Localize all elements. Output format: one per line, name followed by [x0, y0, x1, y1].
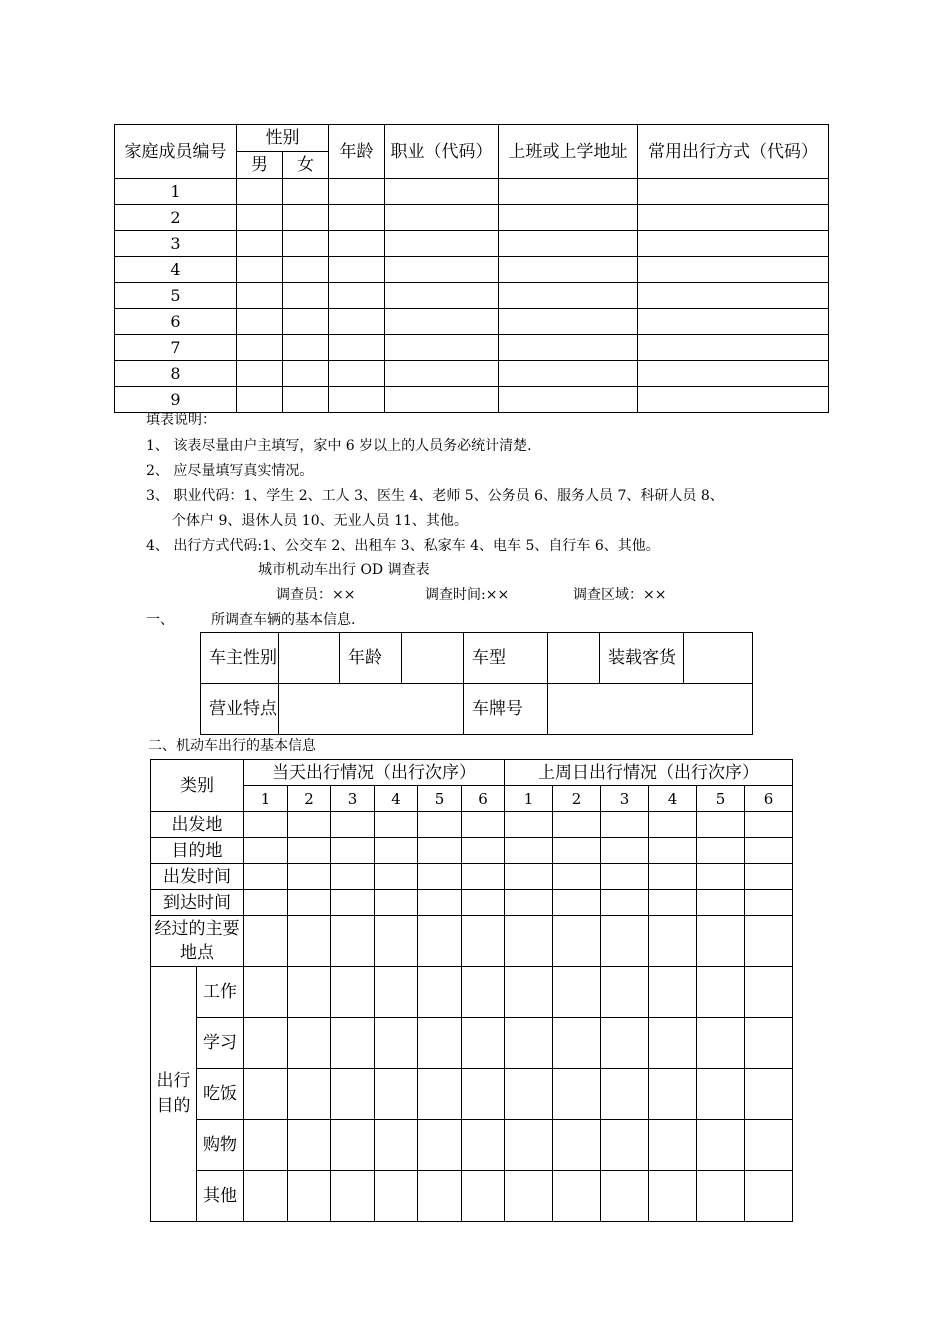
purpose-work: 工作	[197, 967, 244, 1018]
table-row	[151, 890, 793, 916]
table-row	[151, 1069, 793, 1120]
label-owner-gender: 车主性别	[201, 633, 279, 684]
section1-title: 所调查车辆的基本信息.	[211, 612, 356, 628]
value-plate[interactable]	[548, 684, 753, 735]
purpose-label: 出行目的	[151, 967, 197, 1222]
row-number: 9	[115, 387, 237, 413]
row-number: 6	[115, 309, 237, 335]
survey-time: 调查时间:××	[425, 587, 510, 603]
header-address: 上班或上学地址	[499, 125, 638, 179]
row-label-origin: 出发地	[151, 812, 244, 838]
row-label-depart-time: 出发时间	[151, 864, 244, 890]
header-gender: 性别	[237, 125, 329, 152]
notes-title: 填表说明：	[146, 412, 216, 428]
row-number: 8	[115, 361, 237, 387]
note-item-2: 2、 应尽量填写真实情况。	[146, 463, 314, 479]
header-travel-mode: 常用出行方式（代码）	[638, 125, 829, 179]
table-row	[151, 1018, 793, 1069]
table-row	[115, 335, 829, 361]
header-female: 女	[283, 152, 329, 179]
row-number: 4	[115, 257, 237, 283]
row-label-arrive-time: 到达时间	[151, 890, 244, 916]
table-row	[151, 1120, 793, 1171]
header-male: 男	[237, 152, 283, 179]
value-owner-gender[interactable]	[279, 633, 340, 684]
seq-today-3: 3	[331, 786, 375, 812]
seq-sunday-5: 5	[697, 786, 745, 812]
household-members-table	[114, 124, 829, 413]
label-age: 年龄	[340, 633, 402, 684]
table-row	[151, 838, 793, 864]
seq-sunday-6: 6	[745, 786, 793, 812]
section1-number: 一、	[146, 612, 174, 628]
note-item-3: 3、 职业代码：1、学生 2、工人 3、医生 4、老师 5、公务员 6、服务人员 7、科研人员 8、	[146, 488, 724, 504]
value-age[interactable]	[402, 633, 464, 684]
header-occupation: 职业（代码）	[385, 125, 499, 179]
survey-area: 调查区域：××	[573, 587, 667, 603]
label-cargo: 装载客货	[600, 633, 684, 684]
table-row	[115, 257, 829, 283]
header-today: 当天出行情况（出行次序）	[244, 760, 505, 786]
section2-title: 二、机动车出行的基本信息	[148, 738, 316, 754]
survey-title: 城市机动车出行 OD 调查表	[258, 562, 430, 578]
seq-today-2: 2	[288, 786, 331, 812]
table-row	[115, 387, 829, 413]
seq-sunday-4: 4	[649, 786, 697, 812]
vehicle-info-table	[200, 632, 753, 735]
seq-sunday-3: 3	[601, 786, 649, 812]
value-vehicle-type[interactable]	[548, 633, 600, 684]
table-row	[151, 967, 793, 1018]
table-row	[115, 205, 829, 231]
value-cargo[interactable]	[684, 633, 753, 684]
table-row	[151, 864, 793, 890]
seq-today-4: 4	[375, 786, 418, 812]
value-business[interactable]	[279, 684, 464, 735]
purpose-shopping: 购物	[197, 1120, 244, 1171]
table-row	[151, 916, 793, 967]
table-row	[151, 812, 793, 838]
header-last-sunday: 上周日出行情况（出行次序）	[505, 760, 793, 786]
row-number: 1	[115, 179, 237, 205]
seq-today-6: 6	[462, 786, 505, 812]
label-vehicle-type: 车型	[464, 633, 548, 684]
purpose-dining: 吃饭	[197, 1069, 244, 1120]
note-item-3-cont: 个体户 9、退休人员 10、无业人员 11、其他。	[172, 513, 468, 529]
row-number: 7	[115, 335, 237, 361]
note-item-1: 1、 该表尽量由户主填写，家中 6 岁以上的人员务必统计清楚.	[146, 438, 532, 454]
header-category: 类别	[151, 760, 244, 812]
seq-today-1: 1	[244, 786, 288, 812]
surveyor: 调查员：××	[276, 587, 356, 603]
table-row	[115, 283, 829, 309]
header-age: 年龄	[329, 125, 385, 179]
table-row	[151, 1171, 793, 1222]
purpose-other: 其他	[197, 1171, 244, 1222]
row-number: 5	[115, 283, 237, 309]
row-number: 3	[115, 231, 237, 257]
seq-sunday-1: 1	[505, 786, 553, 812]
label-business: 营业特点	[201, 684, 279, 735]
seq-today-5: 5	[418, 786, 462, 812]
row-label-destination: 目的地	[151, 838, 244, 864]
label-plate: 车牌号	[464, 684, 548, 735]
table-row	[115, 361, 829, 387]
row-number: 2	[115, 205, 237, 231]
table-row	[115, 309, 829, 335]
table-row	[115, 231, 829, 257]
seq-sunday-2: 2	[553, 786, 601, 812]
header-member-no: 家庭成员编号	[115, 125, 237, 179]
trip-info-table	[150, 759, 793, 1222]
purpose-study: 学习	[197, 1018, 244, 1069]
table-row	[115, 179, 829, 205]
row-label-via: 经过的主要地点	[151, 916, 244, 967]
note-item-4: 4、 出行方式代码:1、公交车 2、出租车 3、私家车 4、电车 5、自行车 6、其他。	[146, 538, 660, 554]
